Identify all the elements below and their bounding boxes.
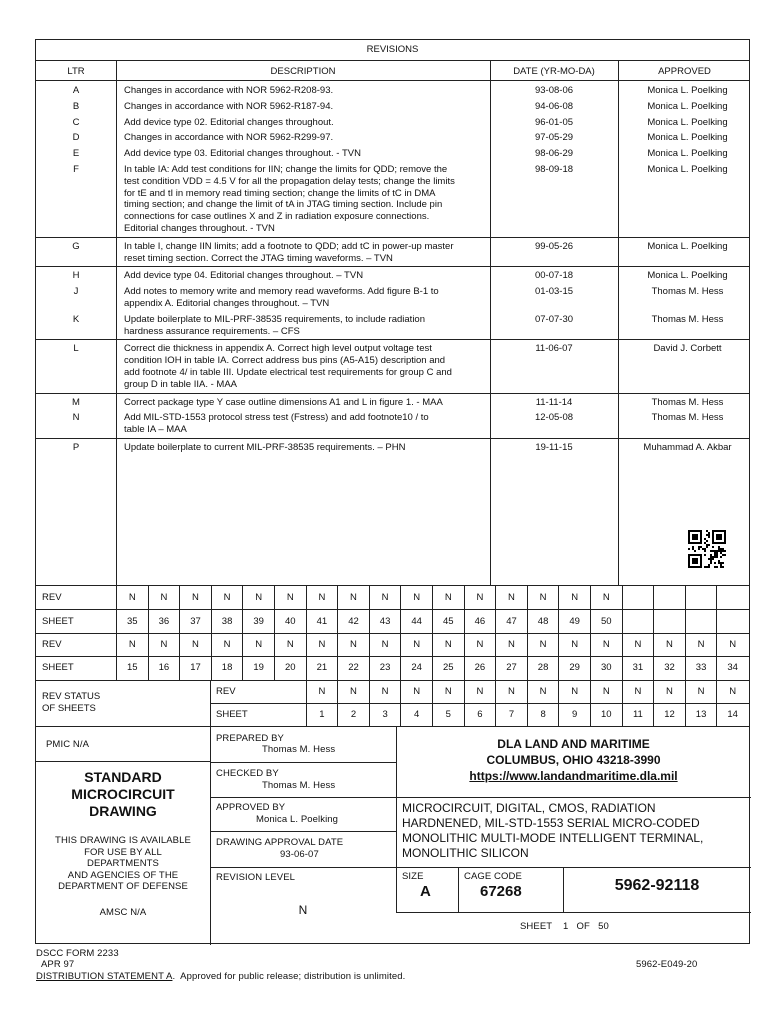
revision-description: Add MIL-STD-1553 protocol stress test (Fstress) and add footnote10 / to table IA – MAA: [124, 412, 429, 436]
revision-description: In table IA: Add test conditions for IIN; change the limits for QDD; remove the test condition VDD = 4.5 V for all the propagation delay tests; change the limits for tE and tI in memory read timing section; change the limits of tC in DMA timing section; and change the limit of tA in JTAG timing section. Include pin connections for case outlines X and Z in radiation exposure connections. Editorial changes throughout. - TVN: [124, 164, 455, 234]
revision-date: 99-05-26: [534, 240, 574, 252]
drawing-title: MICROCIRCUIT, DIGITAL, CMOS, RADIATION HARDNENED, MIL-STD-1553 SERIAL MICRO-CODED MONOLITHIC MULTI-MODE INTELLIGENT TERMINAL, MONOLITHIC SILICON: [402, 801, 704, 860]
revision-date: 93-08-06: [534, 85, 574, 96]
sheet-cell: 48: [527, 609, 559, 632]
revision-level-value: N: [298, 903, 308, 917]
sheet-cell: 31: [622, 656, 654, 679]
rev-status-of-sheets-label: REV STATUS OF SHEETS: [42, 690, 101, 714]
revision-description: Add notes to memory write and memory read waveforms. Add figure B-1 to appendix A. Editorial changes throughout. – TVN: [124, 286, 439, 309]
distribution-statement-rest: . Approved for public release; distribution is unlimited.: [172, 971, 406, 982]
rev-cell: [685, 586, 717, 609]
sheet-cell: 50: [590, 609, 622, 632]
revisions-title: REVISIONS: [366, 44, 419, 55]
rev-cell: N: [211, 586, 243, 609]
revision-date: 98-06-29: [534, 148, 574, 160]
sheet-cell: 2: [337, 703, 369, 726]
revision-date: 11-11-14: [535, 396, 573, 408]
rev-cell: N: [337, 586, 369, 609]
prepared-by-name: Thomas M. Hess: [262, 744, 336, 755]
sheet-cell: 41: [306, 609, 338, 632]
rev-cell: N: [369, 680, 401, 703]
rev-cell: N: [432, 633, 464, 656]
revision-letter: A: [72, 85, 80, 96]
rev-cell: N: [558, 586, 590, 609]
sheet-cell: 13: [685, 703, 717, 726]
sheet-cell: 45: [432, 609, 464, 632]
rev-cell: N: [369, 586, 401, 609]
drawing-approval-date: 93-06-07: [280, 849, 319, 860]
revision-level-label: REVISION LEVEL: [216, 872, 296, 883]
sheet-cell: 12: [653, 703, 685, 726]
revision-date: 19-11-15: [535, 442, 573, 453]
rev-cell: N: [622, 633, 654, 656]
rev-cell: N: [622, 680, 654, 703]
revision-approver: David J. Corbett: [653, 343, 722, 355]
rev-cell: N: [148, 586, 180, 609]
revision-letter: E: [72, 148, 80, 160]
revision-description: Changes in accordance with NOR 5962-R187-94.: [124, 100, 334, 112]
sheet-cell: 14: [716, 703, 748, 726]
sheet-cell: 17: [179, 656, 211, 679]
rev-cell: N: [432, 680, 464, 703]
rev-cell: N: [179, 633, 211, 656]
sheet-cell: [716, 609, 748, 632]
grid-row-label: SHEET: [42, 662, 74, 674]
revision-description: Update boilerplate to current MIL-PRF-38535 requirements. – PHN: [124, 442, 406, 453]
rev-cell: N: [116, 586, 148, 609]
pmic-label: PMIC N/A: [46, 739, 90, 750]
sheet-cell: 43: [369, 609, 401, 632]
sheet-cell: 22: [337, 656, 369, 679]
sheet-cell: 38: [211, 609, 243, 632]
rev-cell: N: [495, 633, 527, 656]
revision-description: In table I, change IIN limits; add a footnote to QDD; add tC in power-up master reset timing section. Correct the JTAG timing waveforms. – TVN: [124, 240, 454, 264]
rev-cell: N: [653, 680, 685, 703]
org-url-link[interactable]: https://www.landandmaritime.dla.mil: [469, 769, 678, 783]
rev-cell: N: [148, 633, 180, 656]
rev-cell: N: [432, 586, 464, 609]
sheet-cell: 35: [116, 609, 148, 632]
sheet-cell: 6: [464, 703, 496, 726]
col-description-header: DESCRIPTION: [270, 66, 336, 77]
drawing-number: 5962-92118: [614, 877, 700, 894]
sheet-cell: 26: [464, 656, 496, 679]
revision-date: 97-05-29: [534, 132, 574, 144]
sheet-cell: 29: [558, 656, 590, 679]
qr-code-icon: [688, 530, 726, 568]
drawing-approval-date-label: DRAWING APPROVAL DATE: [216, 837, 344, 848]
sheet-cell: 1: [306, 703, 338, 726]
rev-cell: N: [464, 586, 496, 609]
checked-by-label: CHECKED BY: [216, 768, 279, 779]
col-approved-header: APPROVED: [658, 66, 711, 77]
revision-approver: Thomas M. Hess: [651, 396, 724, 408]
standard-microcircuit-drawing-title: STANDARD MICROCIRCUIT DRAWING: [71, 769, 175, 819]
distribution-statement: [36, 971, 405, 982]
grid-row-label: SHEET: [216, 709, 248, 721]
sheet-cell: 16: [148, 656, 180, 679]
sheet-cell: 40: [274, 609, 306, 632]
col-ltr-header: LTR: [67, 66, 85, 77]
sheet-cell: 44: [400, 609, 432, 632]
revisions-table: [35, 39, 750, 586]
rev-cell: [653, 586, 685, 609]
sheet-cell: 25: [432, 656, 464, 679]
sheet-cell: 49: [558, 609, 590, 632]
sheet-cell: 24: [400, 656, 432, 679]
rev-cell: N: [558, 633, 590, 656]
revision-approver: Monica L. Poelking: [647, 116, 728, 128]
rev-cell: N: [179, 586, 211, 609]
sheet-cell: 39: [242, 609, 274, 632]
grid-row-label: REV: [42, 638, 62, 650]
rev-cell: [716, 586, 748, 609]
rev-cell: N: [306, 586, 338, 609]
revision-letter: K: [72, 313, 80, 325]
sheet-cell: 28: [527, 656, 559, 679]
revision-date: 98-09-18: [534, 164, 574, 175]
rev-cell: N: [242, 586, 274, 609]
rev-cell: N: [590, 586, 622, 609]
revision-letter: G: [72, 240, 80, 252]
revision-description: Changes in accordance with NOR 5962-R208-93.: [124, 85, 334, 96]
approved-by-label: APPROVED BY: [216, 802, 286, 813]
rev-cell: N: [116, 633, 148, 656]
grid-row-label: SHEET: [42, 615, 74, 627]
rev-cell: N: [590, 633, 622, 656]
revision-letter: M: [72, 396, 80, 408]
size-label: SIZE: [402, 871, 424, 882]
approved-by-name: Monica L. Poelking: [256, 814, 339, 825]
rev-cell: N: [527, 680, 559, 703]
sheet-cell: 33: [685, 656, 717, 679]
sheet-cell: 8: [527, 703, 559, 726]
checked-by-name: Thomas M. Hess: [262, 780, 336, 791]
sheet-cell: 18: [211, 656, 243, 679]
form-number: DSCC FORM 2233 APR 97: [36, 948, 119, 970]
revision-description: Correct package type Y case outline dimensions A1 and L in figure 1. - MAA: [124, 396, 443, 408]
sheet-cell: 34: [716, 656, 748, 679]
rev-cell: N: [400, 633, 432, 656]
rev-cell: N: [242, 633, 274, 656]
revision-approver: Monica L. Poelking: [647, 240, 728, 252]
rev-cell: N: [685, 680, 717, 703]
revision-date: 96-01-05: [534, 116, 574, 128]
rev-cell: N: [400, 586, 432, 609]
sheet-cell: 37: [179, 609, 211, 632]
rev-cell: [622, 586, 654, 609]
sheet-cell: 10: [590, 703, 622, 726]
amsc-label: AMSC N/A: [99, 907, 147, 918]
revision-approver: Monica L. Poelking: [647, 100, 728, 112]
revision-letter: P: [72, 442, 80, 453]
sheet-cell: 4: [400, 703, 432, 726]
revision-approver: Thomas M. Hess: [651, 412, 724, 424]
revision-date: 01-03-15: [534, 286, 574, 298]
sheet-cell: 7: [495, 703, 527, 726]
revision-letter: B: [72, 100, 80, 112]
revision-letter: L: [73, 343, 79, 355]
rev-cell: N: [716, 633, 748, 656]
rev-cell: N: [274, 633, 306, 656]
sheet-cell: 19: [242, 656, 274, 679]
sheet-cell: [653, 609, 685, 632]
sheet-cell: 47: [495, 609, 527, 632]
revision-letter: N: [72, 412, 80, 424]
rev-cell: N: [495, 680, 527, 703]
sheet-cell: [622, 609, 654, 632]
cage-code-value: 67268: [480, 883, 522, 900]
revision-approver: Monica L. Poelking: [647, 164, 728, 175]
sheet-cell: 21: [306, 656, 338, 679]
rev-cell: N: [400, 680, 432, 703]
org-address: COLUMBUS, OHIO 43218-3990: [486, 753, 661, 767]
revision-date: 94-06-08: [534, 100, 574, 112]
distribution-statement-lead: DISTRIBUTION STATEMENT A: [36, 971, 173, 982]
sheet-cell: 23: [369, 656, 401, 679]
sheet-cell: 15: [116, 656, 148, 679]
col-date-header: DATE (YR-MO-DA): [513, 66, 595, 77]
sheet-cell: 46: [464, 609, 496, 632]
revision-description: Changes in accordance with NOR 5962-R299-97.: [124, 132, 334, 144]
rev-cell: N: [495, 586, 527, 609]
revision-date: 00-07-18: [534, 270, 574, 282]
rev-cell: N: [590, 680, 622, 703]
prepared-by-label: PREPARED BY: [216, 733, 284, 744]
cage-code-label: CAGE CODE: [464, 871, 522, 882]
size-value: A: [420, 883, 431, 900]
revision-approver: Muhammad A. Akbar: [643, 442, 732, 453]
document-code: 5962-E049-20: [636, 959, 698, 970]
rev-cell: N: [464, 680, 496, 703]
revision-letter: H: [72, 270, 80, 282]
sheet-cell: 42: [337, 609, 369, 632]
revision-description: Correct die thickness in appendix A. Correct high level output voltage test condition IOH in table IA. Correct address bus pins (A5-A15) description and add footnote 4/ in table III. Update electrical test requirements for group C and group D in table IIA. - MAA: [124, 343, 452, 390]
revision-approver: Monica L. Poelking: [647, 148, 728, 160]
rev-cell: N: [369, 633, 401, 656]
rev-cell: N: [464, 633, 496, 656]
revision-description: Add device type 02. Editorial changes throughout.: [124, 116, 334, 128]
sheet-cell: 36: [148, 609, 180, 632]
rev-cell: N: [653, 633, 685, 656]
rev-cell: N: [337, 633, 369, 656]
rev-cell: N: [558, 680, 590, 703]
revision-approver: Thomas M. Hess: [651, 286, 724, 298]
revision-approver: Monica L. Poelking: [647, 132, 728, 144]
revision-date: 11-06-07: [535, 343, 573, 355]
sheet-of-text: SHEET 1 OF 50: [520, 921, 609, 932]
sheet-cell: 32: [653, 656, 685, 679]
rev-cell: N: [527, 633, 559, 656]
revision-description: Add device type 03. Editorial changes throughout. - TVN: [124, 148, 361, 160]
revision-approver: Monica L. Poelking: [647, 270, 728, 282]
grid-row-label: REV: [42, 592, 62, 604]
sheet-cell: 9: [558, 703, 590, 726]
rev-status-grid: [35, 586, 750, 727]
sheet-cell: 3: [369, 703, 401, 726]
sheet-cell: 5: [432, 703, 464, 726]
grid-row-label: REV: [216, 685, 236, 697]
sheet-cell: 30: [590, 656, 622, 679]
rev-cell: N: [306, 633, 338, 656]
revision-date: 07-07-30: [534, 313, 574, 325]
rev-cell: N: [527, 586, 559, 609]
rev-cell: N: [337, 680, 369, 703]
rev-cell: N: [274, 586, 306, 609]
rev-cell: N: [211, 633, 243, 656]
revision-description: Update boilerplate to MIL-PRF-38535 requirements, to include radiation hardness assurance requirements. – CFS: [124, 313, 425, 337]
sheet-cell: 20: [274, 656, 306, 679]
revision-approver: Monica L. Poelking: [647, 85, 728, 96]
rev-cell: N: [306, 680, 338, 703]
availability-statement: THIS DRAWING IS AVAILABLE FOR USE BY ALL DEPARTMENTS AND AGENCIES OF THE DEPARTMENT OF DEFENSE: [55, 835, 191, 892]
revision-letter: D: [72, 132, 80, 144]
revision-letter: F: [73, 164, 79, 175]
rev-cell: N: [716, 680, 748, 703]
title-block: [35, 726, 750, 944]
revision-letter: C: [72, 116, 80, 128]
sheet-cell: 27: [495, 656, 527, 679]
org-name: DLA LAND AND MARITIME: [497, 737, 650, 751]
rev-cell: N: [685, 633, 717, 656]
revision-description: Add device type 04. Editorial changes throughout. – TVN: [124, 270, 364, 282]
revision-letter: J: [73, 286, 79, 298]
revision-approver: Thomas M. Hess: [651, 313, 724, 325]
sheet-cell: [685, 609, 717, 632]
revision-date: 12-05-08: [534, 412, 574, 424]
sheet-cell: 11: [622, 703, 654, 726]
